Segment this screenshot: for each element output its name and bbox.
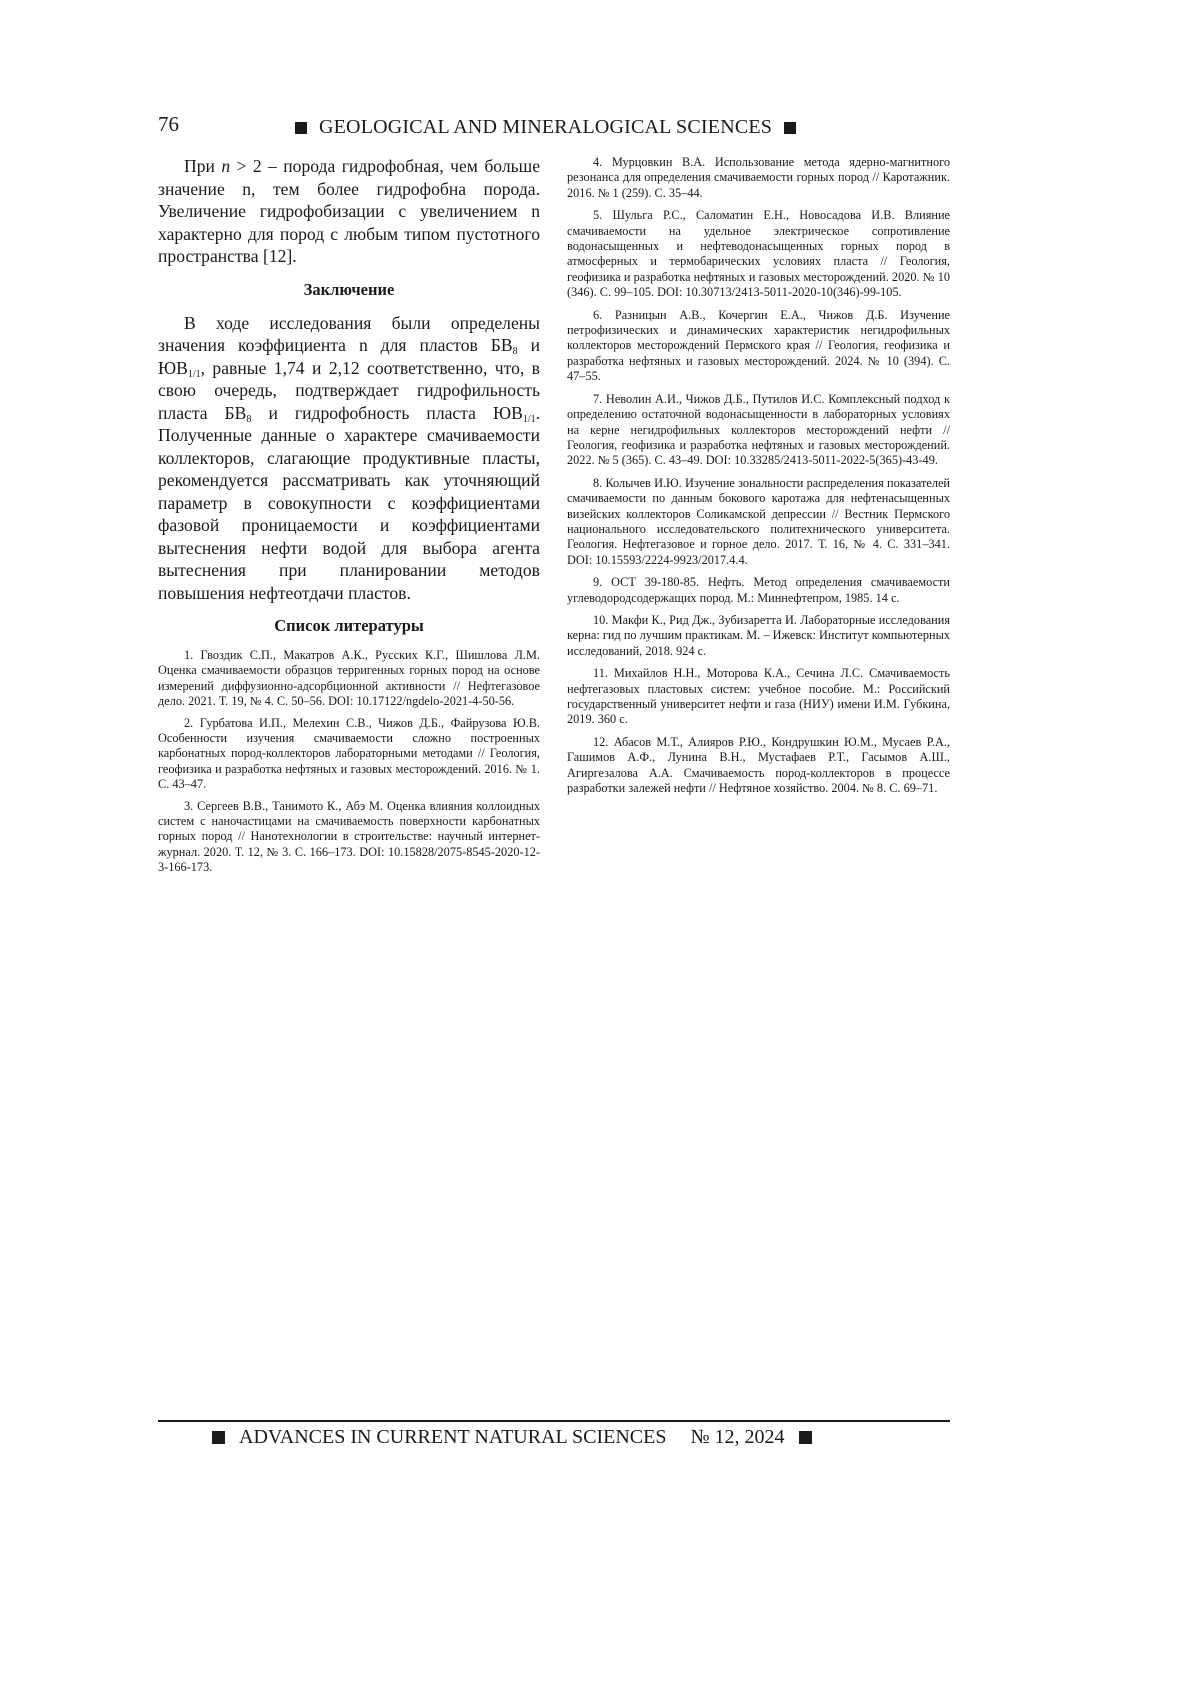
reference-item: 3. Сергеев В.В., Танимото К., Абэ М. Оценка влияния коллоидных систем с наночастицами на смачиваемость поверхности карбонатных горных пород // Нанотехнологии в строительстве: научный интернет-журнал. 2020. Т. 12, № 3. С. 166–173. DOI: 10.15828/2075-8545-2020-12-3-166-173. <box>158 799 540 876</box>
page-number: 76 <box>158 112 179 137</box>
reference-item: 11. Михайлов Н.Н., Моторова К.А., Сечина Л.С. Смачиваемость нефтегазовых пластовых систем: учебное пособие. М.: Российский государственный университет нефти и газа (НИУ) имени И.М. Губкина, 2019. 360 с. <box>567 666 950 728</box>
reference-item: 12. Абасов М.Т., Алияров Р.Ю., Кондрушкин Ю.М., Мусаев Р.А., Гашимов А.Ф., Лунина В.Н., Мустафаев Р.Т., Гасымов А.Ш., Агиргезалова А.А. Смачиваемость пород-коллекторов в процессе разработки залежей нефти // Нефтяное хозяйство. 2004. № 8. С. 69–71. <box>567 735 950 797</box>
square-bullet-icon <box>784 122 796 134</box>
reference-item: 4. Мурцовкин В.А. Использование метода ядерно-магнитного резонанса для определения смачиваемости горных пород // Каротажник. 2016. № 1 (259). С. 35–44. <box>567 155 950 201</box>
footer-divider <box>158 1420 950 1422</box>
reference-item: 5. Шульга Р.С., Саломатин Е.Н., Новосадова И.В. Влияние смачиваемости на удельное электрическое сопротивление водонасыщенных и нефтеводонасыщенных горных пород в атмосферных и термобарических условиях пласта // Геология, геофизика и разработка нефтяных и газовых месторождений. 2020. № 10 (346). С. 99–105. DOI: 10.30713/2413-5011-2020-10(346)-99-105. <box>567 208 950 300</box>
running-head <box>295 116 796 139</box>
reference-item: 2. Гурбатова И.П., Мелехин С.В., Чижов Д.Б., Файрузова Ю.В. Особенности изучения смачиваемости сложно построенных карбонатных пород-коллекторов лабораторными методами // Геология, геофизика и разработка нефтяных и газовых месторождений. 2016. № 1. С. 43–47. <box>158 716 540 793</box>
intro-paragraph: При n > 2 – порода гидрофобная, чем больше значение n, тем более гидрофобна порода. Увеличение гидрофобизации с увеличением n характерно для пород с любым типом пустотного пространства [12]. <box>158 155 540 268</box>
footer-journal-name: ADVANCES IN CURRENT NATURAL SCIENCES <box>239 1426 666 1449</box>
reference-item: 7. Неволин А.И., Чижов Д.Б., Путилов И.С. Комплексный подход к определению остаточной водонасыщенности в лабораторных условиях на керне негидрофильных коллекторов месторождений нефти // Геология, геофизика и разработка нефтяных и газовых месторождений. 2022. № 5 (365). С. 43–49. DOI: 10.33285/2413-5011-2022-5(365)-43-49. <box>567 392 950 469</box>
left-column <box>158 155 540 882</box>
reference-item: 8. Колычев И.Ю. Изучение зональности распределения показателей смачиваемости по данным бокового каротажа для нефтенасыщенных визейских коллекторов Соликамской депрессии // Вестник Пермского национального исследовательского политехнического университета. Геология. Нефтегазовое и горное дело. 2017. Т. 16, № 4. С. 331–341. DOI: 10.15593/2224-9923/2017.4.4. <box>567 476 950 568</box>
footer-issue: № 12, 2024 <box>690 1426 784 1449</box>
journal-section-title: GEOLOGICAL AND MINERALOGICAL SCIENCES <box>319 116 772 139</box>
square-bullet-icon <box>799 1431 812 1444</box>
reference-item: 10. Макфи К., Рид Дж., Зубизаретта И. Лабораторные исследования керна: гид по лучшим практикам. М. – Ижевск: Институт компьютерных исследований, 2018. 924 с. <box>567 613 950 659</box>
square-bullet-icon <box>295 122 307 134</box>
conclusion-heading: Заключение <box>158 280 540 300</box>
reference-item: 1. Гвоздик С.П., Макатров А.К., Русских К.Г., Шишлова Л.М. Оценка смачиваемости образцов терригенных горных пород на основе измерений диффузионно-адсорбционной активности // Нефтегазовое дело. 2021. Т. 19, № 4. С. 50–56. DOI: 10.17122/ngdelo-2021-4-50-56. <box>158 648 540 710</box>
reference-item: 9. ОСТ 39-180-85. Нефть. Метод определения смачиваемости углеводородсодержащих пород. М.: Миннефтепром, 1985. 14 с. <box>567 575 950 606</box>
conclusion-paragraph: В ходе исследования были определены значения коэффициента n для пластов БВ8 и ЮВ1/1, равные 1,74 и 2,12 соответственно, что, в свою очередь, подтверждает гидрофильность пласта БВ8 и гидрофобность пласта ЮВ1/1. Полученные данные о характере смачиваемости коллекторов, слагающие продуктивные пласты, рекомендуется рассматривать как уточняющий параметр в совокупности с коэффициентами фазовой проницаемости и коэффициентами вытеснения нефти водой для выбора агента вытеснения при планировании методов повышения нефтеотдачи пластов. <box>158 312 540 605</box>
right-column <box>567 155 950 803</box>
references-heading: Список литературы <box>158 616 540 636</box>
page-footer <box>212 1426 812 1449</box>
square-bullet-icon <box>212 1431 225 1444</box>
reference-item: 6. Разницын А.В., Кочергин Е.А., Чижов Д.Б. Изучение петрофизических и динамических характеристик негидрофильных коллекторов месторождений Пермского края // Геология, геофизика и разработка нефтяных и газовых месторождений. 2024. № 10 (394). С. 47–55. <box>567 308 950 385</box>
